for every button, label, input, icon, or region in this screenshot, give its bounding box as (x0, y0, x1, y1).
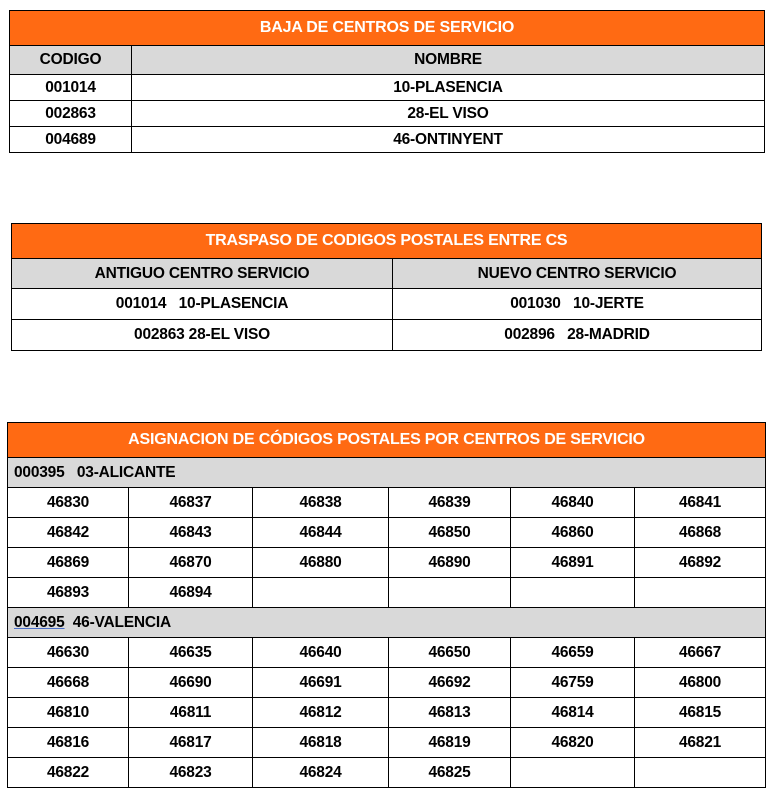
postal-code-cell: 46837 (129, 488, 253, 518)
group-code: 004695 (14, 613, 65, 631)
postal-code-cell: 46650 (389, 638, 511, 668)
table-row (10, 75, 765, 101)
postal-code-cell: 46839 (389, 488, 511, 518)
table-row (10, 127, 765, 153)
postal-code-cell: 46893 (8, 578, 129, 608)
table-row (12, 320, 762, 351)
postal-code-cell: 46838 (253, 488, 389, 518)
postal-code-cell: 46818 (253, 728, 389, 758)
traspaso-table (11, 223, 762, 351)
postal-code-cell: 46800 (635, 668, 766, 698)
asignacion-table (7, 422, 766, 788)
postal-code-cell: 46630 (8, 638, 129, 668)
postal-code-cell: 46822 (8, 758, 129, 788)
group-header-row (8, 608, 766, 638)
postal-code-cell: 46844 (253, 518, 389, 548)
baja-header-codigo: CODIGO (10, 46, 132, 75)
postal-code-cell: 46759 (511, 668, 635, 698)
postal-code-cell: 46816 (8, 728, 129, 758)
postal-code-cell: 46821 (635, 728, 766, 758)
postal-code-cell: 46692 (389, 668, 511, 698)
traspaso-antiguo-cell: 001014 10-PLASENCIA (12, 289, 393, 320)
postal-code-cell: 46824 (253, 758, 389, 788)
postal-code-cell: 46811 (129, 698, 253, 728)
postal-code-cell: 46841 (635, 488, 766, 518)
table-row (10, 101, 765, 127)
table-row (8, 668, 766, 698)
postal-code-cell: 46819 (389, 728, 511, 758)
postal-code-cell: 46880 (253, 548, 389, 578)
baja-nombre-cell: 28-EL VISO (132, 101, 765, 127)
group-name: 03-ALICANTE (64, 463, 176, 481)
postal-code-cell: 46823 (129, 758, 253, 788)
group-header (8, 608, 766, 638)
table-row (8, 758, 766, 788)
table-row (8, 728, 766, 758)
table-row (12, 289, 762, 320)
group-header (8, 458, 766, 488)
traspaso-header-nuevo: NUEVO CENTRO SERVICIO (393, 259, 762, 289)
baja-codigo-cell: 004689 (10, 127, 132, 153)
postal-code-cell: 46815 (635, 698, 766, 728)
postal-code-cell: 46635 (129, 638, 253, 668)
postal-code-cell: 46860 (511, 518, 635, 548)
postal-code-cell: 46830 (8, 488, 129, 518)
traspaso-antiguo-cell: 002863 28-EL VISO (12, 320, 393, 351)
postal-code-cell: 46843 (129, 518, 253, 548)
postal-code-cell (635, 578, 766, 608)
postal-code-cell: 46659 (511, 638, 635, 668)
postal-code-cell: 46691 (253, 668, 389, 698)
baja-title: BAJA DE CENTROS DE SERVICIO (10, 11, 765, 46)
postal-code-cell: 46640 (253, 638, 389, 668)
table-row (8, 638, 766, 668)
postal-code-cell: 46842 (8, 518, 129, 548)
postal-code-cell: 46870 (129, 548, 253, 578)
postal-code-cell: 46869 (8, 548, 129, 578)
postal-code-cell: 46840 (511, 488, 635, 518)
postal-code-cell: 46850 (389, 518, 511, 548)
postal-code-cell (511, 758, 635, 788)
postal-code-cell: 46667 (635, 638, 766, 668)
baja-nombre-cell: 10-PLASENCIA (132, 75, 765, 101)
table-row (8, 488, 766, 518)
postal-code-cell (253, 578, 389, 608)
postal-code-cell: 46810 (8, 698, 129, 728)
table-row (8, 578, 766, 608)
asignacion-title: ASIGNACION DE CÓDIGOS POSTALES POR CENTROS DE SERVICIO (8, 423, 766, 458)
postal-code-cell (635, 758, 766, 788)
table-row (8, 518, 766, 548)
postal-code-cell: 46690 (129, 668, 253, 698)
baja-nombre-cell: 46-ONTINYENT (132, 127, 765, 153)
baja-table (9, 10, 765, 153)
postal-code-cell: 46814 (511, 698, 635, 728)
postal-code-cell: 46813 (389, 698, 511, 728)
postal-code-cell: 46890 (389, 548, 511, 578)
table-row (8, 698, 766, 728)
traspaso-header-antiguo: ANTIGUO CENTRO SERVICIO (12, 259, 393, 289)
postal-code-cell (511, 578, 635, 608)
postal-code-cell: 46812 (253, 698, 389, 728)
baja-header-nombre: NOMBRE (132, 46, 765, 75)
group-name: 46-VALENCIA (64, 613, 172, 631)
postal-code-cell: 46868 (635, 518, 766, 548)
traspaso-nuevo-cell: 002896 28-MADRID (393, 320, 762, 351)
postal-code-cell: 46825 (389, 758, 511, 788)
postal-code-cell: 46820 (511, 728, 635, 758)
table-row (8, 548, 766, 578)
postal-code-cell: 46668 (8, 668, 129, 698)
baja-codigo-cell: 002863 (10, 101, 132, 127)
postal-code-cell: 46817 (129, 728, 253, 758)
baja-codigo-cell: 001014 (10, 75, 132, 101)
postal-code-cell (389, 578, 511, 608)
group-code: 000395 (14, 463, 65, 481)
postal-code-cell: 46891 (511, 548, 635, 578)
traspaso-title: TRASPASO DE CODIGOS POSTALES ENTRE CS (12, 224, 762, 259)
postal-code-cell: 46892 (635, 548, 766, 578)
postal-code-cell: 46894 (129, 578, 253, 608)
group-header-row (8, 458, 766, 488)
traspaso-nuevo-cell: 001030 10-JERTE (393, 289, 762, 320)
